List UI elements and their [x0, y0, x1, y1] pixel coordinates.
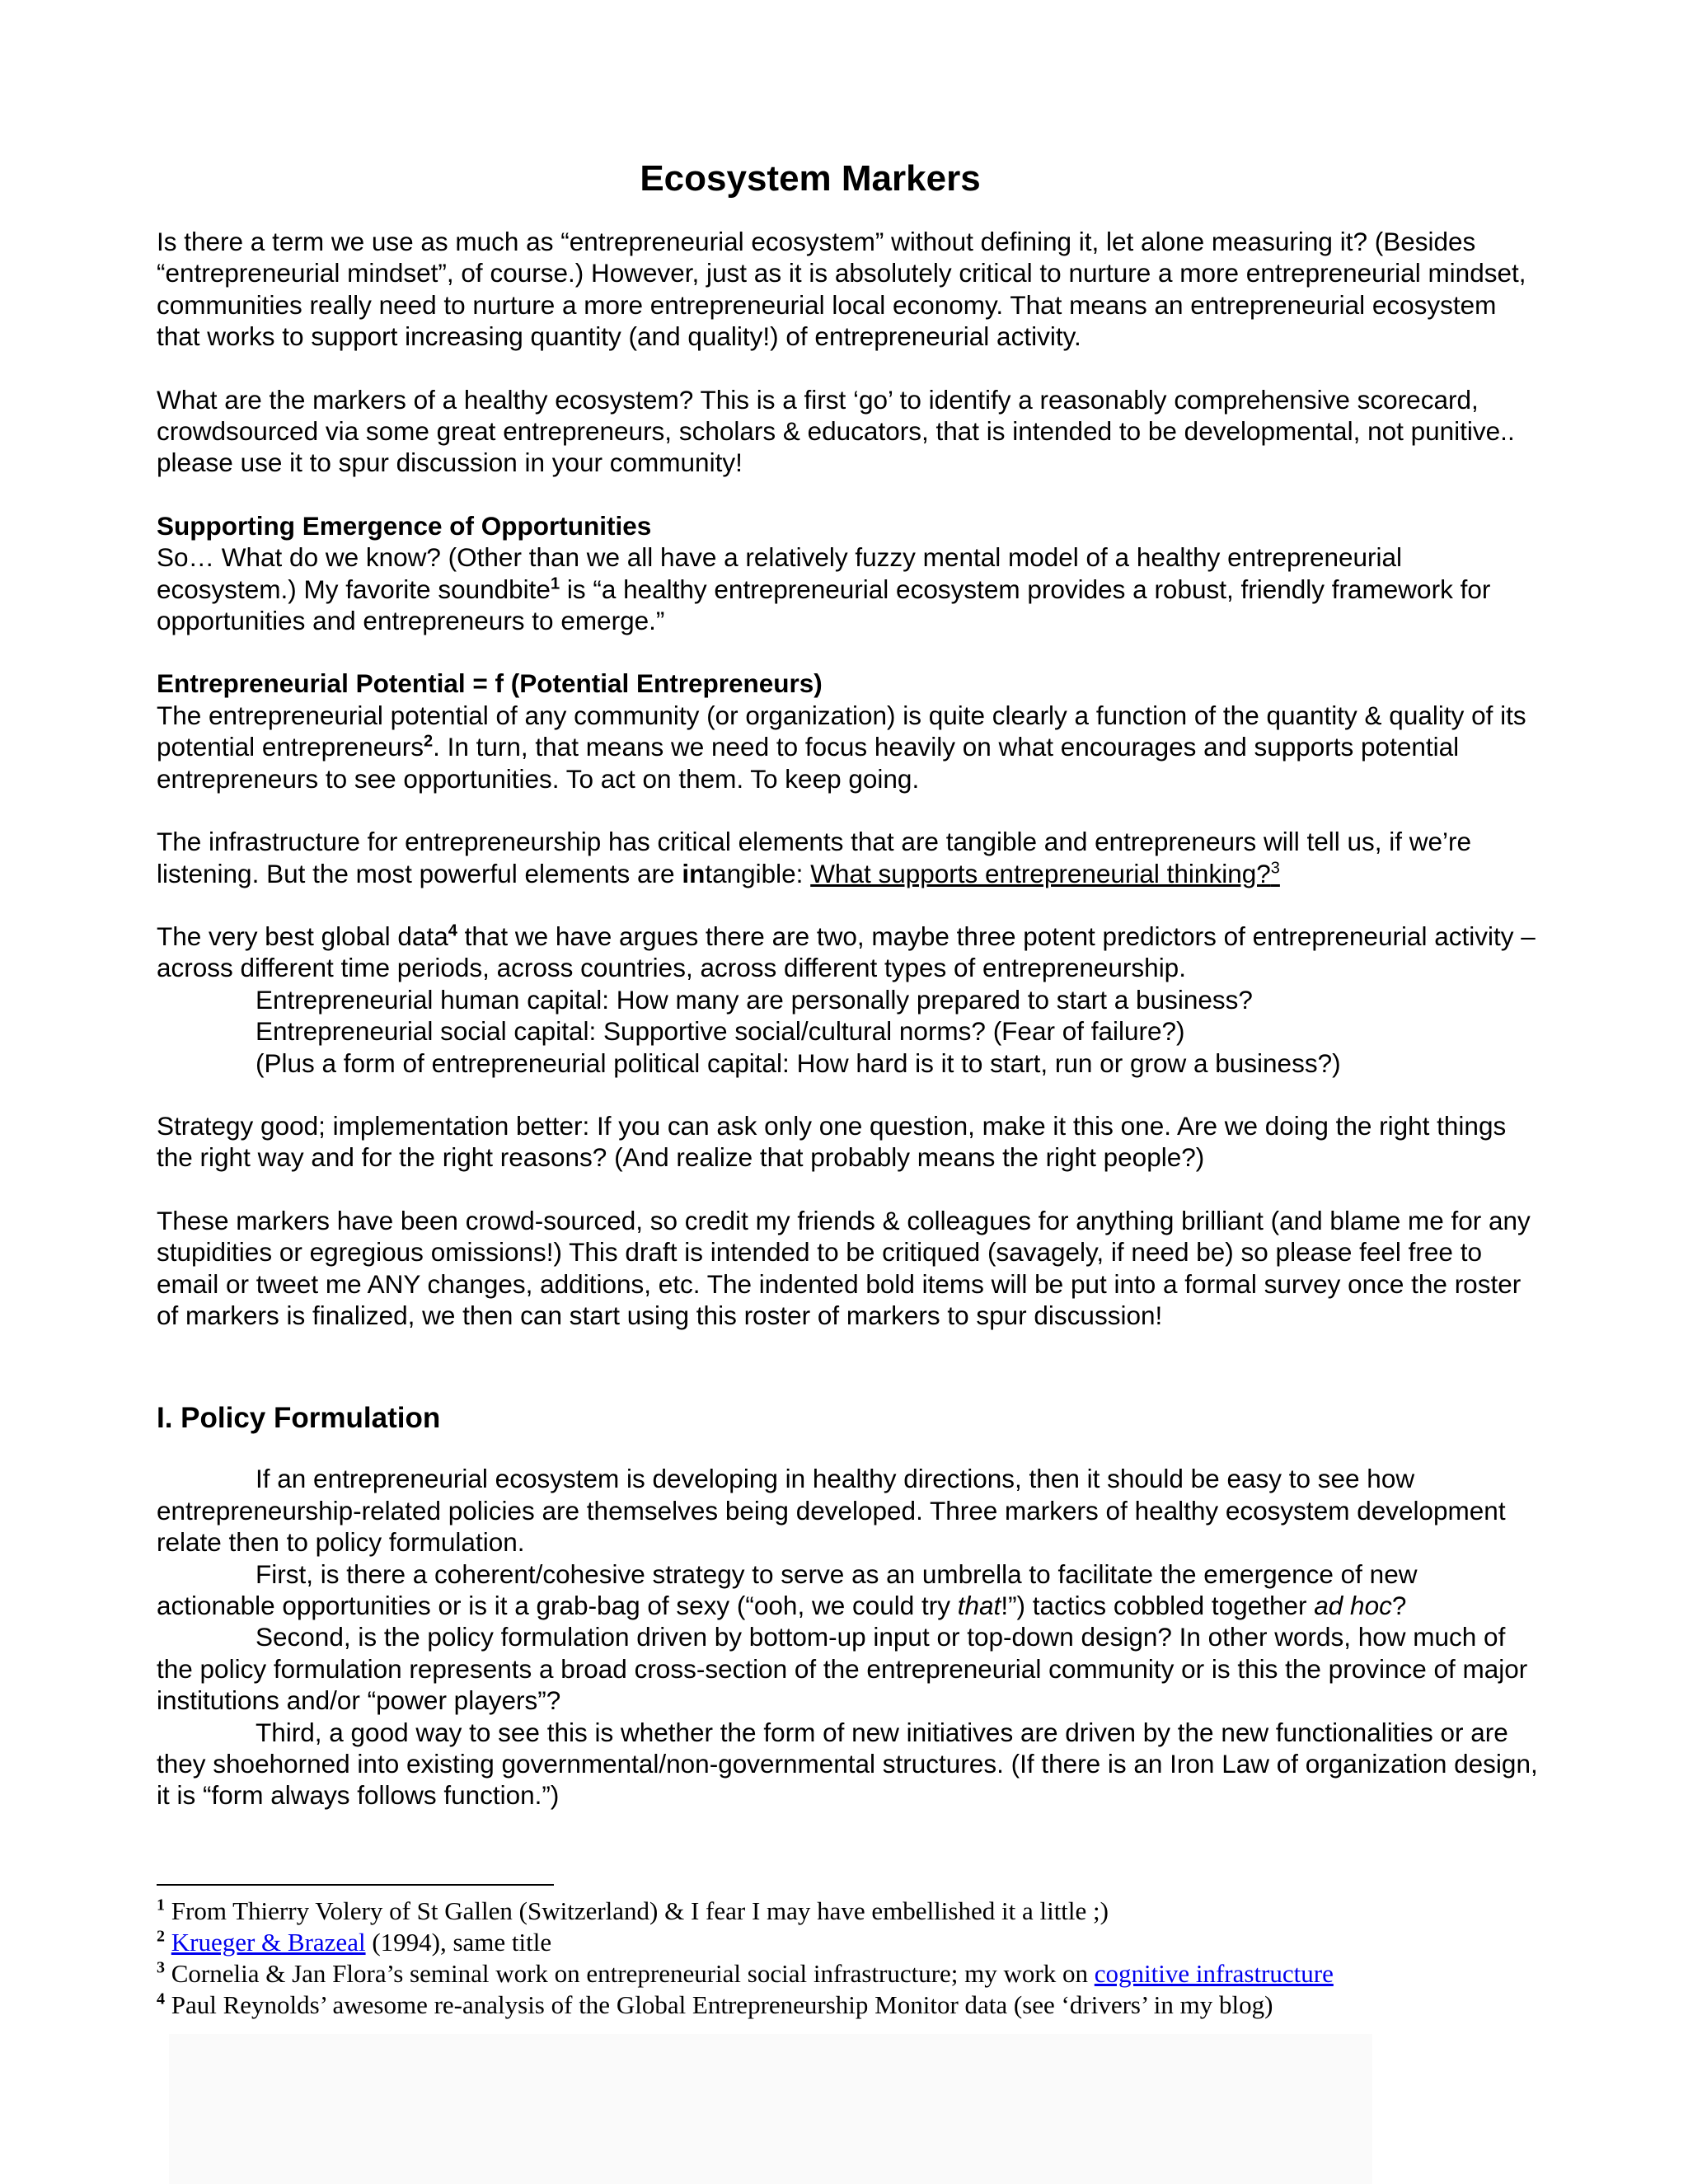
document-body — [157, 157, 1541, 1811]
predictor-item: (Plus a form of entrepreneurial political capital: How hard is it to start, run or grow a business?) — [256, 1047, 1341, 1078]
footnote-ref-2[interactable]: 2 — [423, 732, 434, 751]
intro-paragraph-1: Is there a term we use as much as “entrepreneurial ecosystem” without defining it, let alone measuring it? (Besides “entrepreneurial mindset”, of course.) However, just as it is absolutely critical to nurture a more entrepreneurial mindset, communities really need to nurture a more entrepreneurial local economy. That means an entrepreneurial ecosystem that works to support increasing quantity (and quality!) of entrepreneurial activity. — [157, 227, 1526, 352]
footnote-2: $^2$ Krueger & Brazeal (1994), same title — [157, 1927, 552, 1957]
strategy-paragraph: Strategy good; implementation better: If you can ask only one question, make it this one. Are we doing the right things the right way and for the right reasons? (And realize that probably means the right people?) — [157, 1110, 1507, 1173]
emergence-paragraph: So… What do we know? (Other than we all have a relatively fuzzy mental model of a healthy entrepreneurial ecosystem.) My favorite soundbite$^1$ is “a healthy entrepreneurial ecosystem provides a robust, friendly framework for opportunities and entrepreneurs to emerge.” — [157, 542, 1491, 636]
footnote-4: $^4$ Paul Reynolds’ awesome re-analysis of the Global Entrepreneurship Monitor data (see ‘drivers’ in my blog) — [157, 1990, 1273, 2019]
footnote-3: $^3$ Cornelia & Jan Flora’s seminal work on entrepreneurial social infrastructure; my work on cognitive infrastructure — [157, 1958, 1334, 1988]
page-title: Ecosystem Markers — [640, 158, 981, 199]
thinking-link[interactable]: What supports entrepreneurial thinking?$^3$ — [810, 858, 1280, 888]
footnote-1: $^1$ From Thierry Volery of St Gallen (Switzerland) & I fear I may have embellished it a little ;) — [157, 1896, 1109, 1925]
footnote-ref-4[interactable]: 4 — [448, 921, 457, 940]
cognitive-infrastructure-link[interactable]: cognitive infrastructure — [1094, 1959, 1334, 1988]
krueger-brazeal-link[interactable]: Krueger & Brazeal — [171, 1928, 366, 1957]
footnotes — [157, 1896, 1558, 2021]
intro-paragraph-2: What are the markers of a healthy ecosystem? This is a first ‘go’ to identify a reasonably comprehensive scorecard, crowdsourced via some great entrepreneurs, scholars & educators, that is intended to be developmental, not punitive.. please use it to spur discussion in your community! — [157, 384, 1515, 478]
section-heading-policy: I. Policy Formulation — [157, 1402, 441, 1435]
potential-paragraph: The entrepreneurial potential of any community (or organization) is quite clearly a function of the quantity & quality of its potential entrepreneurs$^2$. In turn, that means we need to focus heavily on what encourages and supports potential entrepreneurs to see opportunities. To act on them. To keep going. — [157, 700, 1526, 794]
emergence-heading: Supporting Emergence of Opportunities — [157, 510, 652, 541]
policy-paragraph-4: Third, a good way to see this is whether the form of new initiatives are driven by the new functionalities or are they shoehorned into existing governmental/non-governmental structures. (If there is an Iron Law of organization design, it is “form always follows function.”) — [157, 1717, 1538, 1811]
global-data-paragraph: The very best global data$^4$ that we have argues there are two, maybe three potent predictors of entrepreneurial activity – across different time periods, across countries, across different types of entrepreneurship. — [157, 921, 1536, 983]
crowd-sourced-paragraph: These markers have been crowd-sourced, so credit my friends & colleagues for anything brilliant (and blame me for any stupidities or egregious omissions!) This draft is intended to be critiqued (savagely, if need be) so please feel free to email or tweet me ANY changes, additions, etc. The indented bold items will be put into a formal survey once the roster of markers is finalized, we then can start using this roster of markers to spur discussion! — [157, 1205, 1531, 1330]
policy-paragraph-2: First, is there a coherent/cohesive strategy to serve as an umbrella to facilitate the emergence of new actionable opportunities or is it a grab-bag of sexy (“ooh, we could try that!”) tactics cobbled together ad hoc? — [157, 1558, 1418, 1620]
footnote-divider — [157, 1884, 554, 1886]
predictor-item: Entrepreneurial human capital: How many are personally prepared to start a business? — [256, 984, 1253, 1015]
footnote-ref-1[interactable]: 1 — [550, 574, 560, 593]
footnote-ref-3[interactable]: 3 — [1270, 859, 1280, 877]
policy-paragraph-1: If an entrepreneurial ecosystem is developing in healthy directions, then it should be easy to see how entrepreneurship-related policies are themselves being developed. Three markers of healthy ecosystem development relate then to policy formulation. — [157, 1464, 1506, 1558]
infrastructure-paragraph: The infrastructure for entrepreneurship has critical elements that are tangible and entrepreneurs will tell us, if we’re listening. But the most powerful elements are intangible: What supports entrepreneurial thinking?$^3$ — [157, 827, 1472, 888]
potential-heading: Entrepreneurial Potential = f (Potential Entrepreneurs) — [157, 668, 823, 699]
page-shading — [169, 2034, 1372, 2184]
policy-paragraph-3: Second, is the policy formulation driven by bottom-up input or top-down design? In other words, how much of the policy formulation represents a broad cross-section of the entrepreneurial community or is this the province of major institutions and/or “power players”? — [157, 1622, 1528, 1716]
predictor-item: Entrepreneurial social capital: Supportive social/cultural norms? (Fear of failure?) — [256, 1016, 1185, 1047]
